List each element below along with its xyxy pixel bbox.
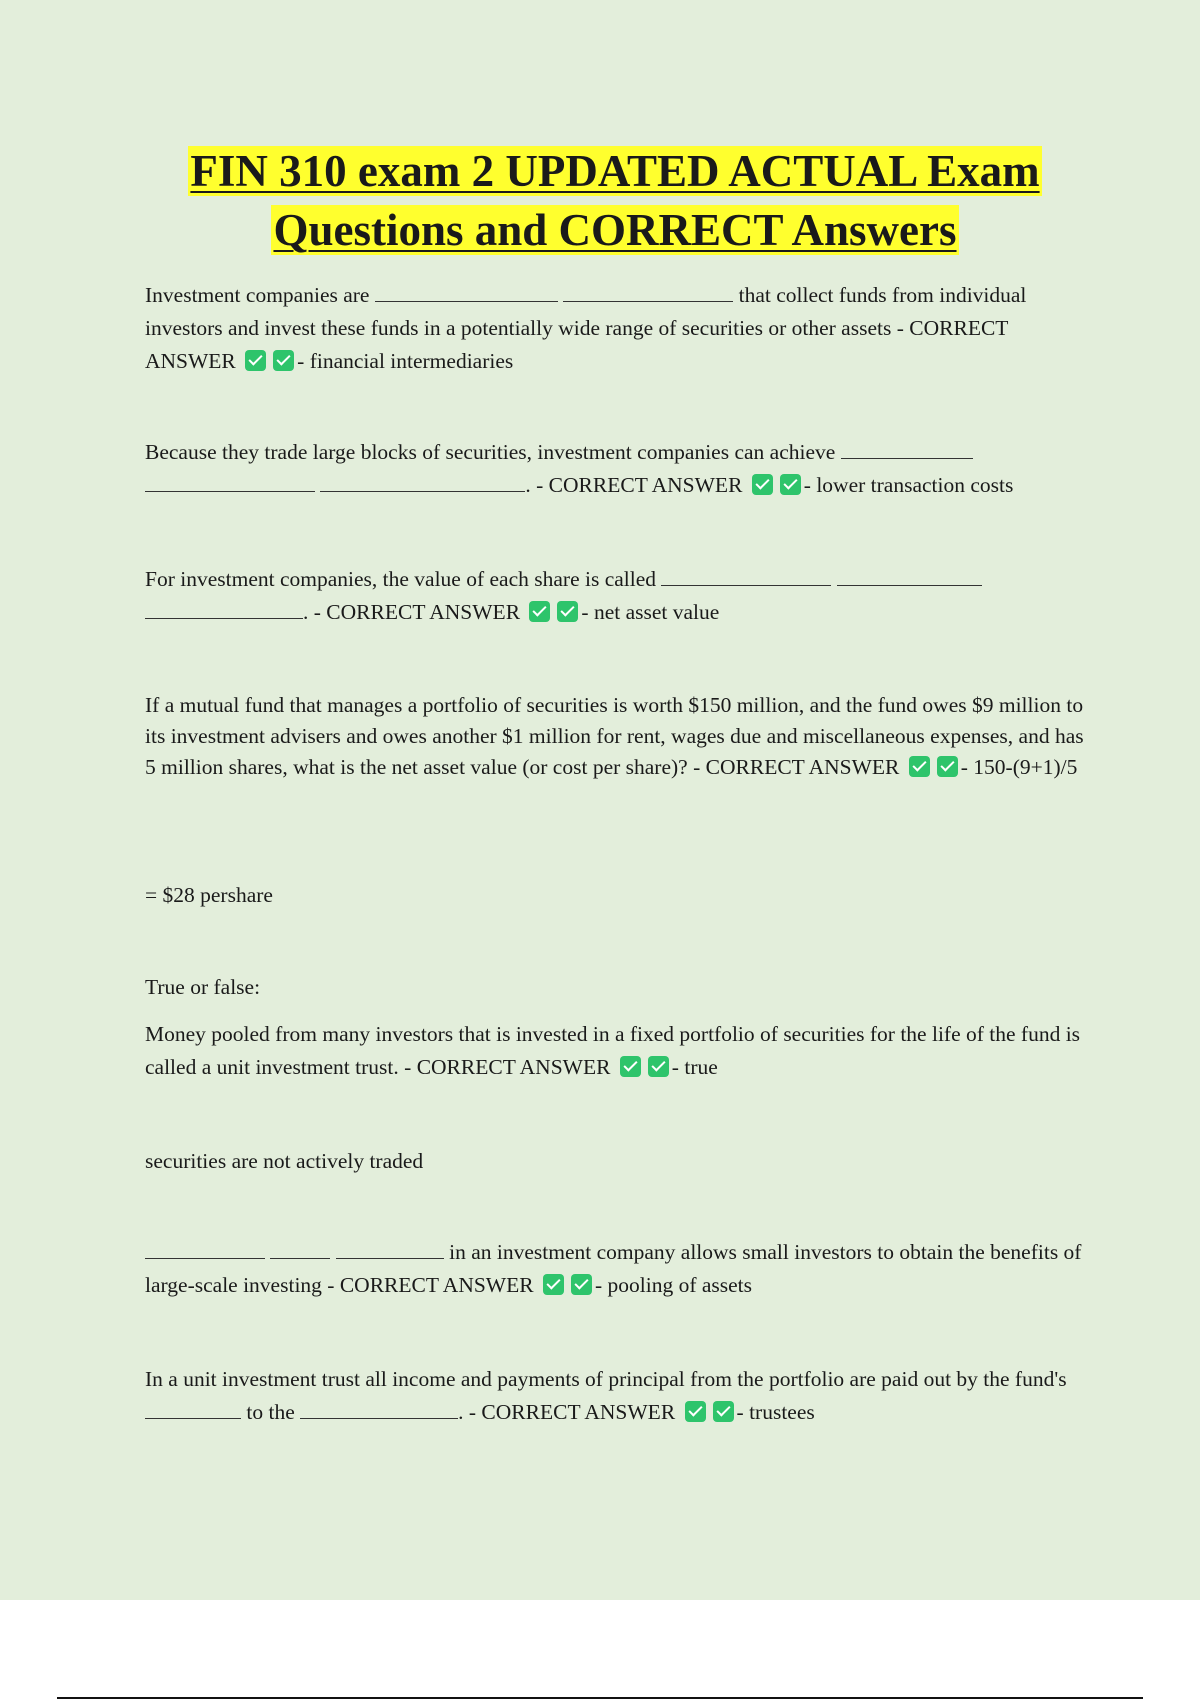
- answer-text: financial intermediaries: [309, 349, 514, 373]
- qa-item-2: Because they trade large blocks of securities, investment companies can achieve . - CORRECT ANSWER - lower transaction costs: [145, 436, 1090, 502]
- answer-blank: [563, 279, 733, 302]
- answer-blank: [145, 469, 315, 492]
- answer-blank: [145, 1396, 241, 1419]
- check-box-icon: [273, 350, 294, 371]
- footer-divider: [57, 1697, 1143, 1699]
- check-box-icon: [529, 601, 550, 622]
- question-text: Investment companies are: [145, 283, 370, 307]
- answer-blank: [837, 563, 982, 586]
- question-text: .: [303, 600, 309, 624]
- answer-text: 150-(9+1)/5: [973, 755, 1078, 779]
- answer-blank: [320, 469, 525, 492]
- question-text: in an investment company allows small investors to obtain the benefits of large-scale investing: [145, 1240, 1082, 1297]
- check-box-icon: [909, 756, 930, 777]
- answer-blank: [145, 1236, 265, 1259]
- check-box-icon: [752, 474, 773, 495]
- question-text: that collect funds from individual investors and invest these funds in a potentially wide range of securities or other assets: [145, 283, 1027, 340]
- qa-item-6: in an investment company allows small investors to obtain the benefits of large-scale investing - CORRECT ANSWER - pooling of assets: [145, 1236, 1090, 1302]
- question-text: Because they trade large blocks of securities, investment companies can achieve: [145, 440, 836, 464]
- answer-text: true: [684, 1055, 718, 1079]
- check-box-icon: [543, 1274, 564, 1295]
- question-text: .: [458, 1400, 464, 1424]
- check-box-icon: [245, 350, 266, 371]
- check-box-icon: [620, 1056, 641, 1077]
- check-box-icon: [557, 601, 578, 622]
- correct-answer-label: CORRECT ANSWER: [145, 316, 1009, 373]
- answer-blank: [300, 1396, 458, 1419]
- answer-text: trustees: [749, 1400, 815, 1424]
- check-box-icon: [685, 1401, 706, 1422]
- question-text: to the: [246, 1400, 295, 1424]
- answer-text: net asset value: [593, 600, 720, 624]
- question-text: In a unit investment trust all income and payments of principal from the portfolio are paid out by the fund's: [145, 1367, 1067, 1391]
- correct-answer-label: CORRECT ANSWER: [705, 755, 900, 779]
- check-box-icon: [713, 1401, 734, 1422]
- check-box-icon: [780, 474, 801, 495]
- correct-answer-label: CORRECT ANSWER: [481, 1400, 676, 1424]
- page-title: [140, 142, 1090, 260]
- correct-answer-label: CORRECT ANSWER: [326, 600, 521, 624]
- qa-item-4: If a mutual fund that manages a portfolio of securities is worth $150 million, and the fund owes $9 million to its investment advisers and owes another $1 million for rent, wages due and miscellaneous expenses, and has 5 million shares, what is the net asset value (or cost per share)? - CORRECT ANSWER - 150-(9+1)/5: [145, 693, 1084, 779]
- answer-continuation: = $28 pershare: [145, 883, 273, 907]
- question-text: .: [525, 473, 531, 497]
- question-text: For investment companies, the value of each share is called: [145, 567, 657, 591]
- qa-item-7: In a unit investment trust all income and payments of principal from the portfolio are paid out by the fund's to the . - CORRECT ANSWER - trustees: [145, 1367, 1067, 1424]
- correct-answer-label: CORRECT ANSWER: [548, 473, 743, 497]
- correct-answer-label: CORRECT ANSWER: [416, 1055, 611, 1079]
- answer-blank: [841, 436, 973, 459]
- check-box-icon: [648, 1056, 669, 1077]
- question-text: If a mutual fund that manages a portfolio of securities is worth $150 million, and the fund owes $9 million to its investment advisers and owes another $1 million for rent, wages due and miscellaneous expenses, and has 5 million shares, what is the net asset value (or cost per share)?: [145, 693, 1084, 779]
- answer-blank: [145, 596, 303, 619]
- answer-blank: [336, 1236, 444, 1259]
- check-box-icon: [937, 756, 958, 777]
- answer-blank: [375, 279, 558, 302]
- correct-answer-label: CORRECT ANSWER: [339, 1273, 534, 1297]
- qa-item-1: Investment companies are that collect funds from individual investors and invest these funds in a potentially wide range of securities or other assets - CORRECT ANSWER - financial intermediaries: [145, 279, 1090, 378]
- question-text: Money pooled from many investors that is invested in a fixed portfolio of securities for the life of the fund is called a unit investment trust.: [145, 1022, 1081, 1079]
- question-prefix: True or false:: [145, 975, 261, 999]
- title-highlight: FIN 310 exam 2 UPDATED ACTUAL Exam Questions and CORRECT Answers: [190, 146, 1040, 255]
- answer-text: pooling of assets: [607, 1273, 753, 1297]
- answer-text: lower transaction costs: [816, 473, 1014, 497]
- answer-continuation: securities are not actively traded: [145, 1149, 424, 1173]
- check-box-icon: [571, 1274, 592, 1295]
- answer-blank: [270, 1236, 330, 1259]
- answer-blank: [661, 563, 831, 586]
- qa-item-5: Money pooled from many investors that is invested in a fixed portfolio of securities for the life of the fund is called a unit investment trust. - CORRECT ANSWER - true: [145, 1022, 1081, 1079]
- qa-item-3: For investment companies, the value of each share is called . - CORRECT ANSWER - net asset value: [145, 563, 1090, 629]
